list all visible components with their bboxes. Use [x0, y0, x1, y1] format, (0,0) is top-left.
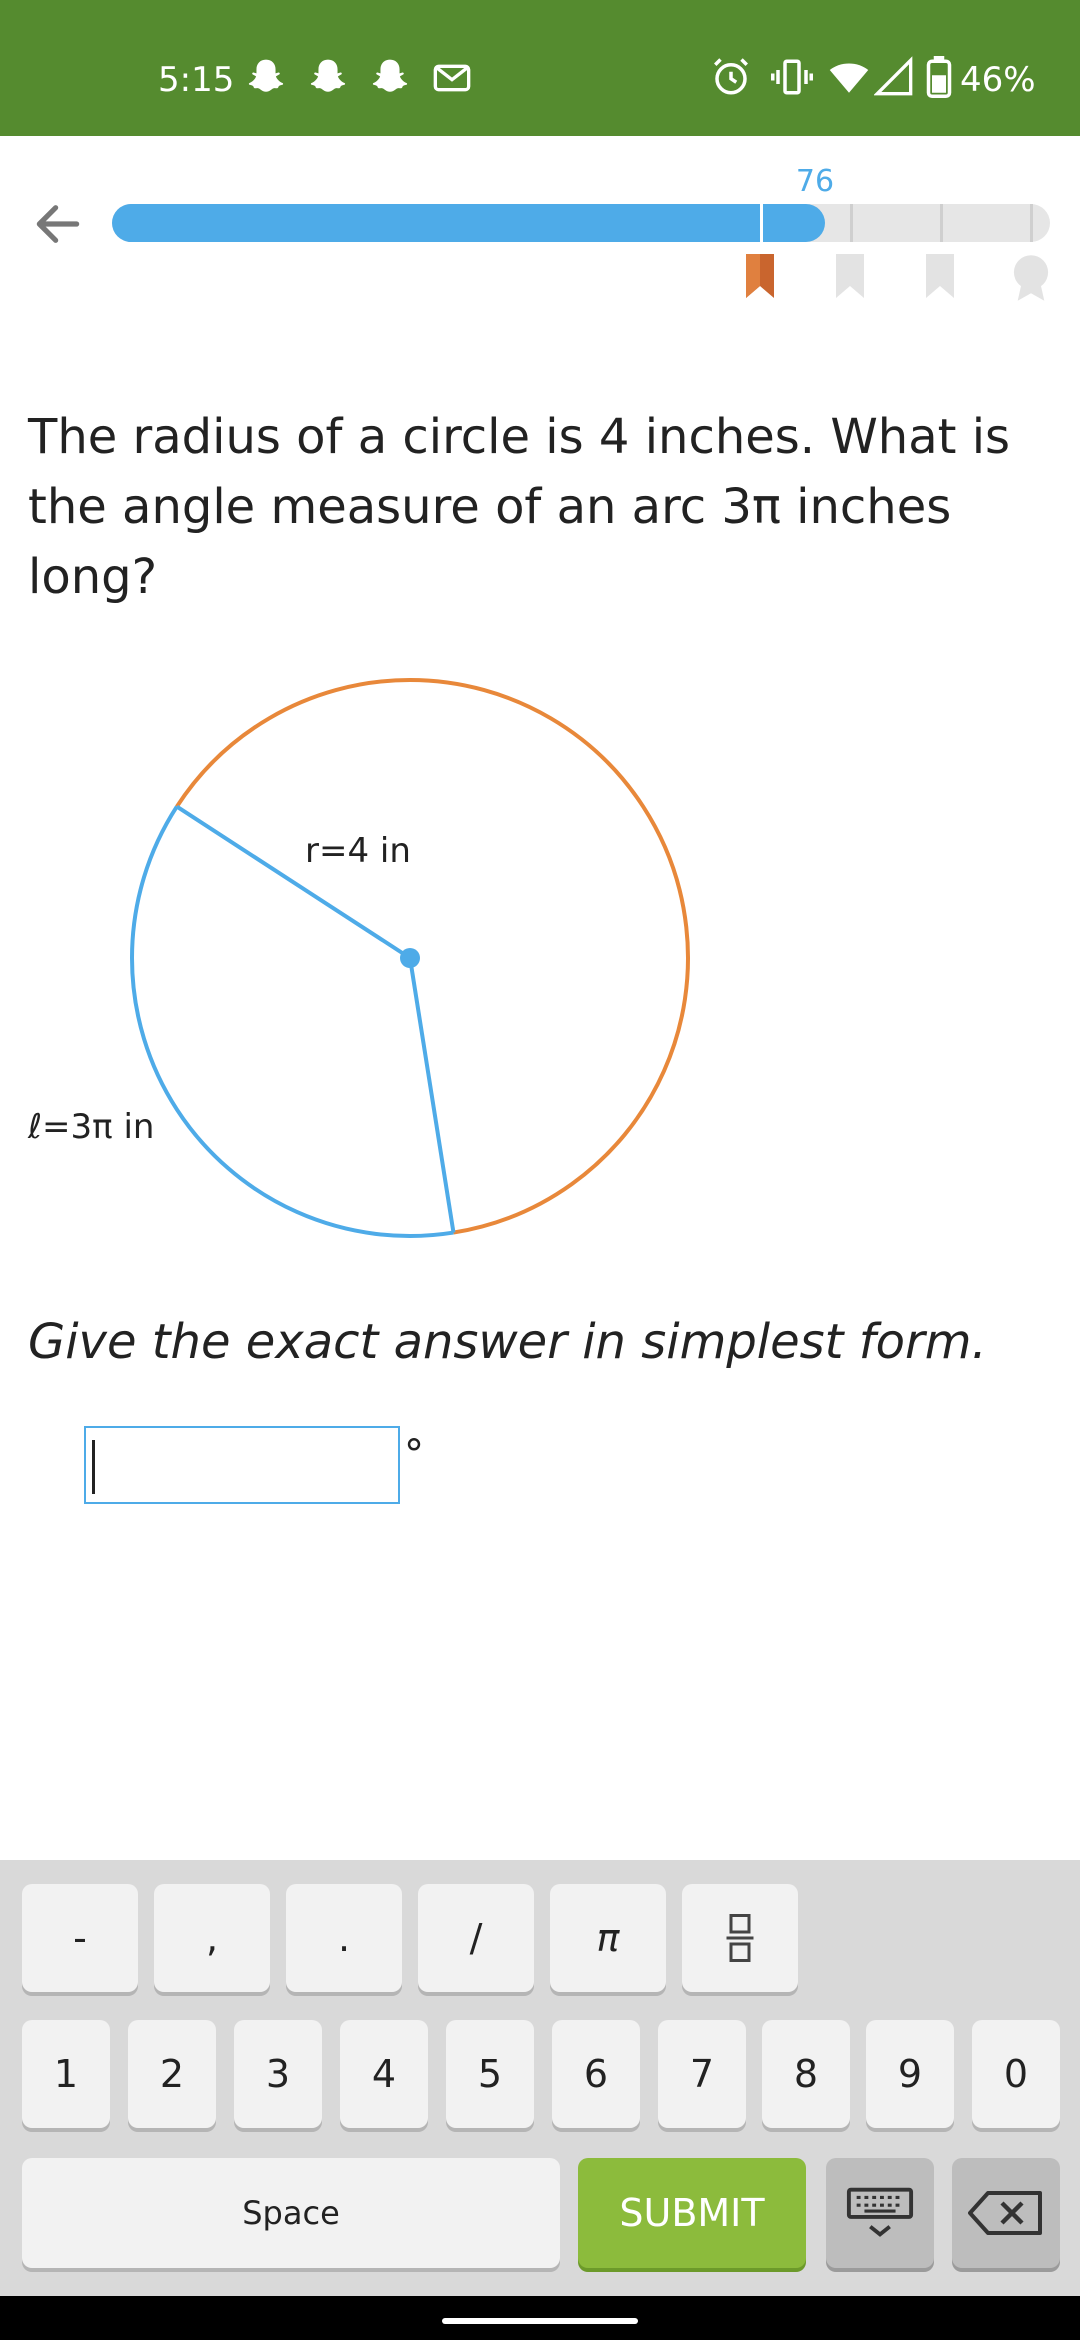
- space-key[interactable]: Space: [22, 2158, 560, 2268]
- key-fraction[interactable]: [682, 1884, 798, 1992]
- minor-arc: [132, 807, 453, 1236]
- battery-percentage: 46%: [960, 60, 1036, 100]
- backspace-icon: [968, 2189, 1044, 2237]
- back-arrow-icon[interactable]: [30, 196, 86, 252]
- key-pi[interactable]: π: [550, 1884, 666, 1992]
- degree-symbol: °: [404, 1432, 424, 1478]
- award-icon: [1012, 254, 1050, 302]
- keypad: [0, 1860, 1080, 2296]
- progress-tick: [760, 204, 763, 242]
- gmail-icon: [432, 56, 472, 100]
- bookmark-icon: [926, 254, 954, 298]
- progress-bar: [112, 204, 1050, 242]
- key-minus[interactable]: -: [22, 1884, 138, 1992]
- major-arc: [177, 680, 688, 1233]
- circle-diagram: [0, 660, 720, 1260]
- submit-button[interactable]: SUBMIT: [578, 2158, 806, 2268]
- wifi-icon: [826, 56, 872, 98]
- progress-tick: [1030, 204, 1033, 242]
- hide-keyboard-button[interactable]: [826, 2158, 934, 2268]
- key-comma[interactable]: ,: [154, 1884, 270, 1992]
- key-9[interactable]: 9: [866, 2020, 954, 2128]
- answer-input[interactable]: [84, 1426, 400, 1504]
- key-0[interactable]: 0: [972, 2020, 1060, 2128]
- alarm-icon: [710, 56, 752, 98]
- key-slash[interactable]: /: [418, 1884, 534, 1992]
- progress-fill: [112, 204, 825, 242]
- signal-icon: [874, 56, 914, 98]
- key-2[interactable]: 2: [128, 2020, 216, 2128]
- key-3[interactable]: 3: [234, 2020, 322, 2128]
- key-1[interactable]: 1: [22, 2020, 110, 2128]
- center-point: [400, 948, 420, 968]
- status-time: 5:15: [158, 60, 235, 100]
- bookmark-filled-icon: [746, 254, 774, 298]
- text-cursor: [92, 1440, 95, 1494]
- battery-icon: [924, 56, 954, 98]
- home-gesture-handle[interactable]: [442, 2318, 638, 2324]
- fraction-icon: [725, 1912, 755, 1964]
- key-8[interactable]: 8: [762, 2020, 850, 2128]
- key-period[interactable]: .: [286, 1884, 402, 1992]
- key-6[interactable]: 6: [552, 2020, 640, 2128]
- instruction-text: Give the exact answer in simplest form.: [28, 1314, 987, 1370]
- snapchat-icon: [306, 56, 350, 100]
- radius-line: [410, 958, 453, 1233]
- key-5[interactable]: 5: [446, 2020, 534, 2128]
- arc-length-label: ℓ=3π in: [28, 1107, 155, 1147]
- snapchat-icon: [244, 56, 288, 100]
- status-bar: [0, 0, 1080, 136]
- key-4[interactable]: 4: [340, 2020, 428, 2128]
- vibrate-icon: [770, 56, 814, 98]
- keyboard-hide-icon: [845, 2185, 915, 2241]
- snapchat-icon: [368, 56, 412, 100]
- bookmark-icon: [836, 254, 864, 298]
- radius-line: [177, 807, 410, 958]
- progress-tick: [940, 204, 943, 242]
- radius-label: r=4 in: [305, 831, 411, 871]
- key-7[interactable]: 7: [658, 2020, 746, 2128]
- progress-tick: [850, 204, 853, 242]
- smart-score: 76: [795, 164, 835, 199]
- backspace-button[interactable]: [952, 2158, 1060, 2268]
- question-text: The radius of a circle is 4 inches. What is the angle measure of an arc 3π inches long?: [28, 409, 1011, 605]
